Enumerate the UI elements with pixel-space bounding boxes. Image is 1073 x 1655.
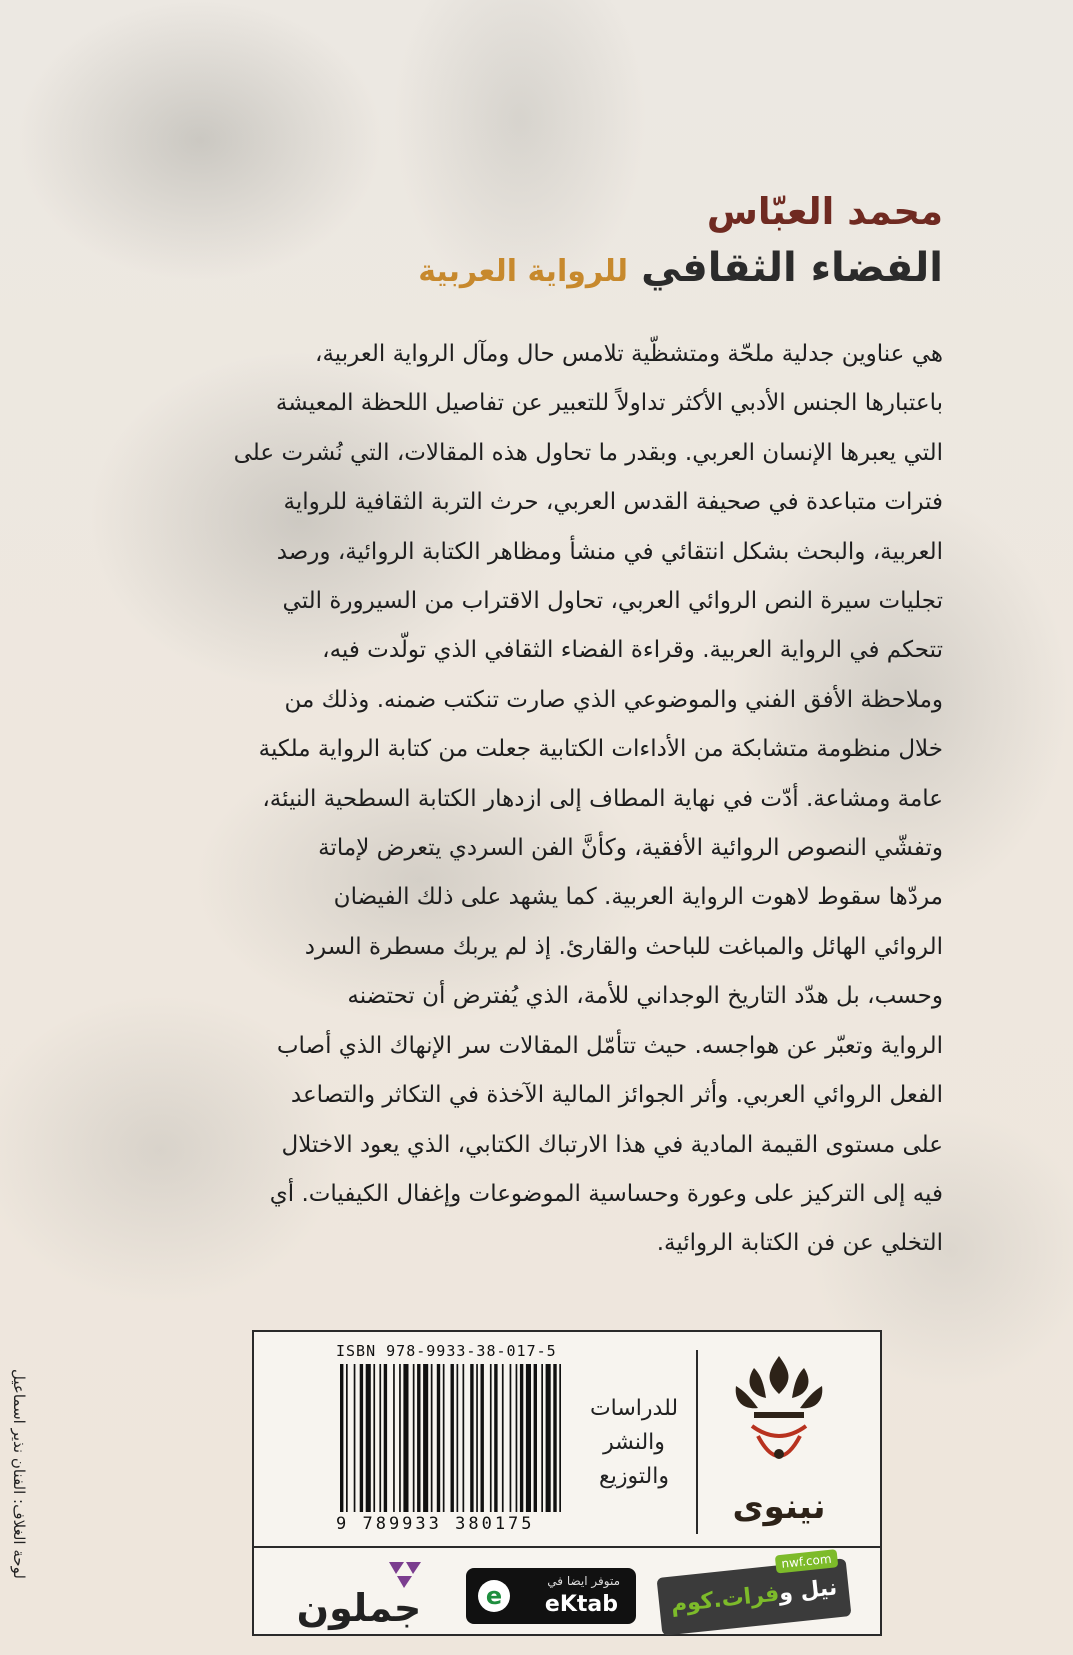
barcode-bar — [366, 1364, 371, 1512]
barcode-bar — [470, 1364, 473, 1512]
publisher-tagline — [579, 1392, 689, 1494]
blurb-line: عامة ومشاعة. أدّت في نهاية المطاف إلى ازدهار الكتابة السطحية النيئة، — [262, 785, 943, 812]
blurb-text — [185, 330, 943, 1269]
blurb-line: وحسب، بل هدّد التاريخ الوجداني للأمة، الذي يُفترض أن تحتضنه — [347, 983, 943, 1010]
blurb-line: وتفشّي النصوص الروائية الأفقية، وكأنَّ الفن السردي يتعرض لإماتة — [318, 835, 943, 862]
ektab-name: eKtab — [544, 1592, 618, 1617]
blurb-line: باعتبارها الجنس الأدبي الأكثر تداولاً للتعبير عن تفاصيل اللحظة المعيشة — [275, 390, 943, 417]
book-title — [418, 245, 943, 291]
blurb-line: مردّها سقوط لاهوت الرواية العربية. كما يشهد على ذلك الفيضان — [333, 884, 943, 911]
barcode-bar — [423, 1364, 428, 1512]
book-title-sub: للرواية العربية — [418, 254, 629, 289]
nwf-name-part: فرات.كوم — [669, 1581, 781, 1618]
barcode-bar — [553, 1364, 556, 1512]
barcode-bar — [559, 1364, 561, 1512]
barcode-bar — [417, 1364, 420, 1512]
barcode-bar — [384, 1364, 387, 1512]
barcode-bar — [502, 1364, 504, 1512]
blurb-line: هي عناوين جدلية ملحّة ومتشظّية تلامس حال ومآل الرواية العربية، — [315, 341, 943, 367]
publisher-name: نينوى — [732, 1487, 826, 1527]
barcode-bar — [373, 1364, 375, 1512]
publisher-tagline-line: والنشر — [603, 1430, 665, 1455]
book-title-main: الفضاء الثقافي — [641, 245, 943, 291]
box-divider-vertical — [696, 1350, 698, 1534]
blurb-line: الروائي الهائل والمباغت للباحث والقارئ. إذ لم يربك مسطرة السرد — [304, 933, 943, 960]
barcode-bar — [431, 1364, 433, 1512]
barcode-bar — [443, 1364, 445, 1512]
barcode-bar — [346, 1364, 348, 1512]
publisher-logo-icon — [724, 1350, 834, 1480]
publisher-tagline-line: والتوزيع — [599, 1464, 669, 1489]
blurb-line: الرواية وتعبّر عن هواجسه. حيث تتأمّل المقالات سر الإنهاك الذي أصاب — [276, 1032, 943, 1059]
blurb-line: التي يعبرها الإنسان العربي. وبقدر ما تحاول هذه المقالات، التي نُشرت على — [233, 439, 943, 466]
barcode-bar — [379, 1364, 381, 1512]
isbn-label: ISBN 978-9933-38-017-5 — [336, 1342, 557, 1360]
blurb-line: تتحكم في الرواية العربية. وقراءة الفضاء الثقافي الذي تولّدت فيه، — [322, 637, 943, 664]
barcode-bar — [457, 1364, 459, 1512]
author-name: محمد العبّاس — [706, 190, 943, 233]
publisher-box — [252, 1330, 882, 1636]
blurb-line: فيه إلى التركيز على وعورة وحساسية الموضوعات وإغفال الكيفيات. أي — [269, 1180, 943, 1207]
barcode-bar — [546, 1364, 551, 1512]
barcode-bar — [476, 1364, 478, 1512]
cover-art-credit-text: لوحة الغلاف: الفنان نذير اسماعيل — [10, 1369, 28, 1579]
barcode-bar — [437, 1364, 440, 1512]
blurb-line: تجليات سيرة النص الروائي العربي، تحاول الاقتراب من السيرورة التي — [282, 588, 943, 615]
box-divider-horizontal — [254, 1546, 880, 1548]
barcode-bar — [541, 1364, 543, 1512]
blurb-line: العربية، والبحث بشكل انتقائي في منشأ ومظاهر الكتابة الروائية، ورصد — [276, 538, 943, 565]
publisher-tagline-line: للدراسات — [589, 1396, 679, 1421]
barcode-bar — [494, 1364, 497, 1512]
barcode-bar — [534, 1364, 537, 1512]
barcode-bar — [510, 1364, 512, 1512]
barcode-bar — [481, 1364, 484, 1512]
nwf-name — [658, 1574, 850, 1619]
barcode-bar — [340, 1364, 343, 1512]
blurb-line: خلال منظومة متشابكة من الأداءات الكتابية جعلت من كتابة الرواية ملكية — [258, 736, 943, 763]
blurb-line: وملاحظة الأفق الفني والموضوعي الذي صارت تنكتب ضمنه. وذلك من — [284, 686, 943, 713]
nwf-domain: nwf.com — [775, 1549, 839, 1573]
nwf-name-part: نيل و — [777, 1575, 839, 1607]
barcode-bar — [354, 1364, 356, 1512]
barcode-bar — [403, 1364, 408, 1512]
barcode-bar — [413, 1364, 415, 1512]
jamalon-text: جملون — [296, 1586, 422, 1630]
blurb-line: على مستوى القيمة المادية في هذا الارتباك الكتابي، الذي يعود الاختلال — [281, 1131, 943, 1158]
barcode-bar — [399, 1364, 401, 1512]
barcode-number: 9 789933 380175 — [336, 1514, 535, 1534]
barcode-bar — [490, 1364, 492, 1512]
blurb-line: الفعل الروائي العربي. وأثر الجوائز المالية الآخذة في التكاثر والتصاعد — [290, 1082, 943, 1109]
barcode-bar — [516, 1364, 518, 1512]
cover-art-credit — [4, 1335, 34, 1625]
barcode-bar — [463, 1364, 465, 1512]
barcode-bar — [526, 1364, 531, 1512]
jamalon-logo — [274, 1558, 444, 1628]
ektab-icon: e — [478, 1580, 510, 1612]
ektab-badge — [466, 1568, 636, 1624]
barcode-bar — [393, 1364, 395, 1512]
barcode-bar — [360, 1364, 363, 1512]
blurb-line: التخلي عن فن الكتابة الروائية. — [656, 1230, 943, 1257]
barcode-bar — [451, 1364, 454, 1512]
barcode-bar — [520, 1364, 523, 1512]
nwf-badge — [656, 1551, 851, 1636]
ektab-available-text: متوفر ايضا في — [547, 1574, 620, 1588]
blurb-line: فترات متباعدة في صحيفة القدس العربي، حرث التربة الثقافية للرواية — [283, 489, 943, 516]
